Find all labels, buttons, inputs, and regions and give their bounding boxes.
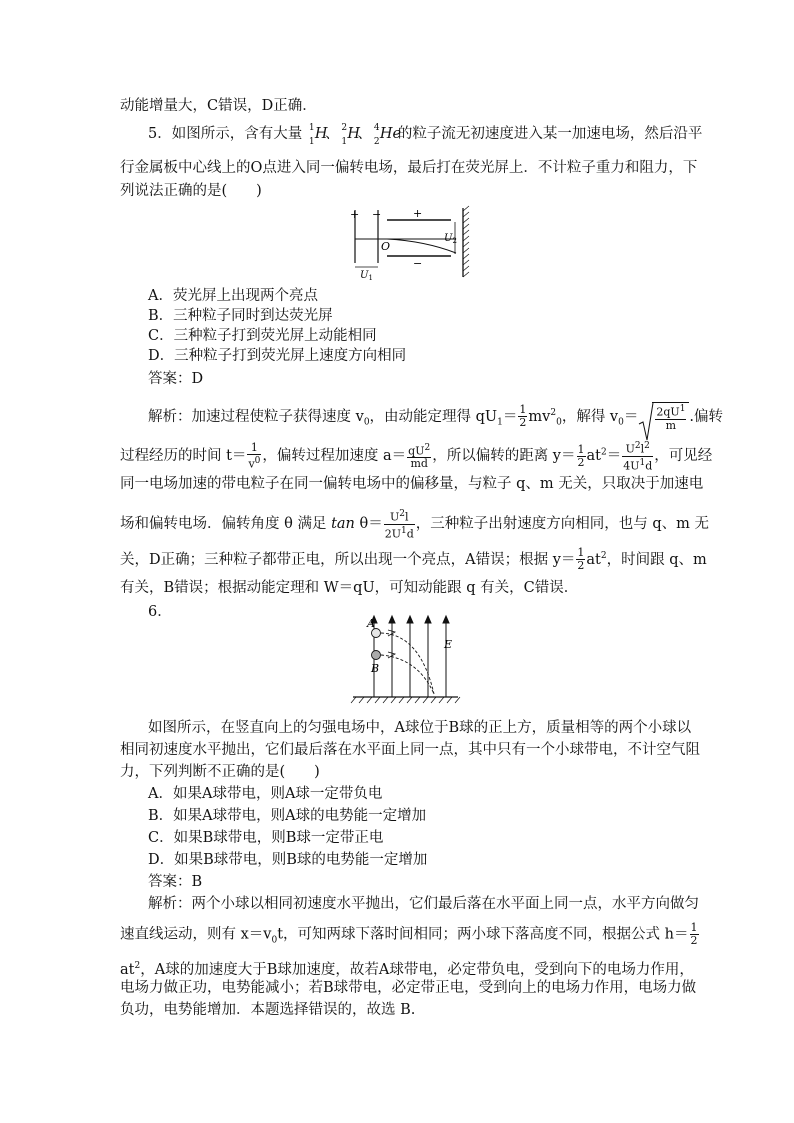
fig-plus-left: +: [350, 208, 360, 221]
q6-stem-line3: 力，下列判断不正确的是( ): [120, 764, 320, 780]
fig-field-e-label: E: [444, 638, 453, 651]
q5-explain-line2: 过程经历的时间 t＝ $\frac{1}{v^0}$ ，偏转过程加速度 a＝ $\frac{qU^2}{md}$ ，所以偏转的距离 y＝ $\frac{1}{2}$ $at^2=$ $\frac{U^2l^2}{4U^1d}$ ，可见经: [120, 440, 713, 473]
frac-half: $\frac{1}{2}$: [519, 403, 527, 430]
q6-explain-line5: 负功，电势能增加．本题选择错误的，故选 B.: [120, 1002, 416, 1018]
q6-stem-line2: 相同初速度水平抛出，它们最后落在水平面上同一点，其中只有一个小球带电，不计空气阻: [120, 742, 700, 758]
q6-explain-line1: 解析：两个小球以相同初速度水平抛出，它们最后落在水平面上同一点，水平方向做匀: [148, 896, 699, 912]
q6-explain-line2: 速直线运动，则有 $x=v_0t$，可知两球下落时间相同；两小球下落高度不同，根据公式 h＝ $\frac{1}{2}$: [120, 921, 698, 947]
q5-stem-line2: 行金属板中心线上的O点进入同一偏转电场，最后打在荧光屏上．不计粒子重力和阻力，下: [120, 160, 698, 176]
q6-option-b: B．如果A球带电，则A球的电势能一定增加: [148, 808, 427, 824]
frac-offset: $\frac{U^2l^2}{4U^1d}$: [623, 441, 653, 473]
q5-explain-line5: 关，D正确；三种粒子都带正电，所以出现一个亮点，A错误；根据 y＝ $\frac{1}{2}$ $at^2$，时间跟 q、m: [120, 546, 707, 573]
q5-explain-line1: 解析：加速过程使粒子获得速度 $v_0$，由动能定理得 $qU_1=$ $\frac{1}{2}$ $mv^2_0$，解得 $v_0=$ $\frac{2qU^1}{m}$ .偏转: [148, 402, 708, 433]
frac-time: $\frac{1}{v^0}$: [248, 440, 261, 471]
fig-plus-top: +: [413, 207, 423, 220]
fig-minus-bottom: −: [413, 257, 423, 270]
q6-stem-line1: 如图所示，在竖直向上的匀强电场中，A球位于B球的正上方，质量相等的两个小球以: [148, 720, 692, 736]
fig-u1: $U_1$: [360, 270, 373, 280]
nuclide-he4: 4 2 He: [373, 123, 402, 147]
fig-minus-left: −: [372, 208, 382, 221]
fig-ball-a-label: A: [367, 617, 375, 630]
q5-option-a: A．荧光屏上出现两个亮点: [148, 288, 318, 304]
frac-accel: $\frac{qU^2}{md}$: [408, 442, 431, 471]
q5-option-c: C．三种粒子打到荧光屏上动能相同: [148, 328, 377, 344]
q5-option-d: D．三种粒子打到荧光屏上速度方向相同: [148, 348, 407, 364]
q5-deflection-figure: [345, 205, 480, 280]
q5-answer: 答案：D: [148, 371, 204, 387]
nuclide-h2: 2 1 H: [341, 123, 360, 147]
q5-stem-line3: 列说法正确的是( ): [120, 183, 262, 199]
q5-option-b: B．三种粒子同时到达荧光屏: [148, 308, 333, 324]
q6-electric-field-figure: [348, 612, 468, 704]
q6-option-a: A．如果A球带电，则A球一定带负电: [148, 786, 383, 802]
sqrt-expr: $\frac{2qU^1}{m}$: [638, 402, 689, 432]
q6-explain-line3: $at^2$，A球的加速度大于B球加速度，故若A球带电，必定带负电，受到向下的电场力作用，: [120, 961, 694, 978]
nuclide-h1: 1 1 H: [308, 123, 328, 147]
q5-explain-line4: 场和偏转电场．偏转角度 θ 满足 tan θ＝ $\frac{U^2l}{2U^1d}$ ，三种粒子出射速度方向相同，也与 q、m 无: [120, 509, 710, 541]
q5-explain-line3: 同一电场加速的带电粒子在同一偏转电场中的偏移量，与粒子 q、m 无关，只取决于加速电: [120, 476, 704, 492]
q6-option-c: C．如果B球带电，则B球一定带正电: [148, 830, 384, 846]
q5-stem-line1: 5．如图所示，含有大量 1 1 H 、 2 1 H 、 4 2 He 的粒子流无初速度进入某一加速电场，然后沿平: [148, 123, 703, 147]
q6-number: 6．: [148, 604, 172, 620]
q5-explain-line6: 有关，B错误；根据动能定理和 W＝qU，可知动能跟 q 有关，C错误．: [120, 580, 579, 596]
prev-explanation-tail: 动能增量大，C错误，D正确．: [120, 98, 317, 114]
frac-tan: $\frac{U^2l}{2U^1d}$: [384, 509, 414, 541]
fig-ball-b-label: B: [371, 662, 380, 675]
q6-answer: 答案：B: [148, 874, 203, 890]
fig-u2: $U_2$: [444, 233, 457, 245]
q6-explain-line4: 电场力做正功，电势能减小；若B球带电，必定带正电，受到向上的电场力作用，电场力做: [120, 980, 697, 996]
q6-option-d: D．如果B球带电，则B球的电势能一定增加: [148, 852, 428, 868]
fig-point-o: O: [381, 240, 391, 253]
